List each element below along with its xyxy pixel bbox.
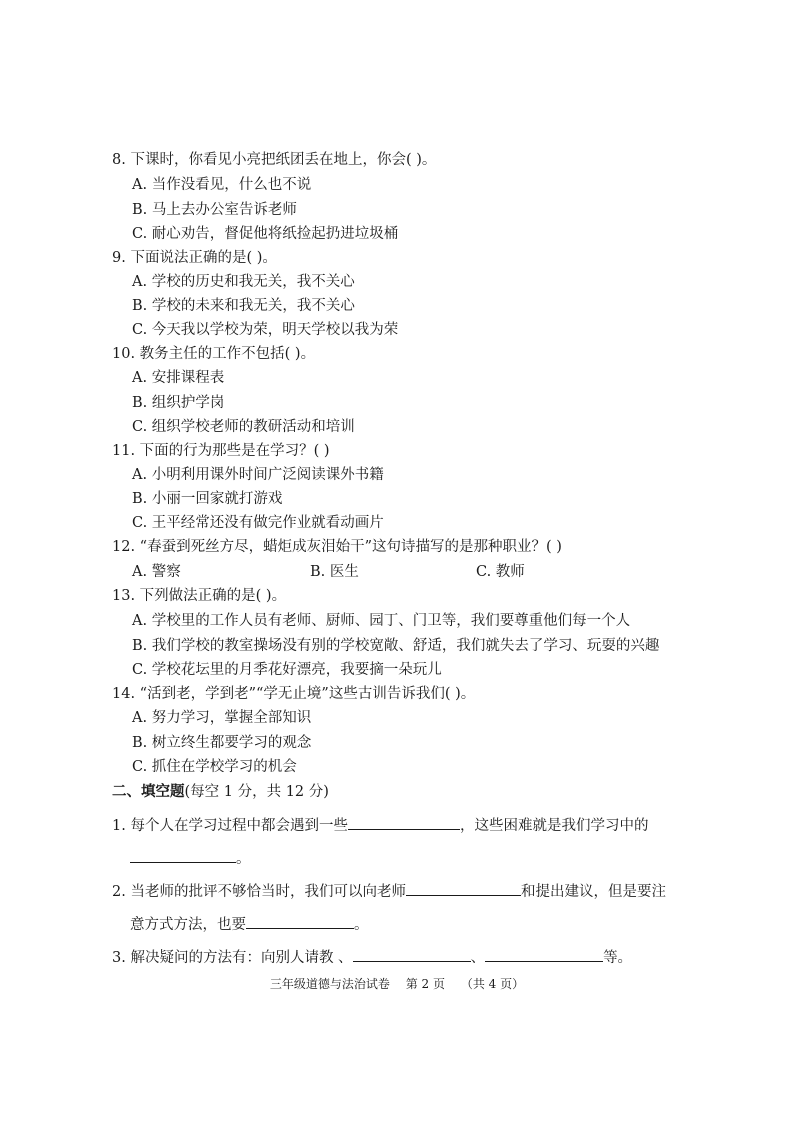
option-b: B. 小丽一回家就打游戏	[132, 491, 283, 507]
option-c: C. 今天我以学校为荣，明天学校以我为荣	[132, 322, 399, 338]
question-stem: 10. 教务主任的工作不包括( )。	[112, 346, 316, 362]
option-b: B. 马上去办公室告诉老师	[132, 202, 297, 218]
fill-text: 2. 当老师的批评不够恰当时，我们可以向老师	[112, 884, 406, 900]
footer-total: （共 4 页）	[460, 977, 525, 991]
question-stem: 12. “春蚕到死丝方尽，蜡炬成灰泪始干”这句诗描写的是那种职业？( )	[112, 539, 562, 555]
fill-text: ，这些困难就是我们学习中的	[459, 818, 649, 834]
option-c: C. 组织学校老师的教研活动和培训	[132, 419, 355, 435]
option-a: A. 警察	[132, 564, 181, 580]
option-b: B. 学校的未来和我无关，我不关心	[132, 298, 355, 314]
section-heading	[112, 782, 329, 802]
section-title: 二、填空题	[112, 783, 185, 800]
page-footer	[0, 975, 794, 992]
option-b: B. 组织护学岗	[132, 395, 225, 411]
option-a: A. 安排课程表	[132, 370, 225, 386]
fill-question-2	[112, 881, 666, 902]
option-c: C. 教师	[476, 564, 525, 580]
answer-blank[interactable]	[353, 947, 471, 962]
answer-blank[interactable]	[406, 881, 521, 896]
section-note: (每空 1 分，共 12 分)	[184, 784, 329, 800]
fill-text: 1. 每个人在学习过程中都会遇到一些	[112, 818, 348, 834]
answer-blank[interactable]	[246, 914, 354, 929]
answer-blank[interactable]	[130, 848, 236, 863]
fill-question-3	[112, 947, 632, 968]
fill-text: 。	[236, 851, 251, 867]
option-c: C. 抓住在学校学习的机会	[132, 759, 297, 775]
fill-question-2-cont	[130, 914, 369, 935]
option-a: A. 学校里的工作人员有老师、厨师、园丁、门卫等，我们要尊重他们每一个人	[132, 613, 631, 629]
question-stem: 13. 下列做法正确的是( )。	[112, 588, 287, 604]
fill-text: 等。	[603, 950, 633, 966]
option-b: B. 医生	[310, 564, 359, 580]
option-a: A. 小明利用课外时间广泛阅读课外书籍	[132, 467, 384, 483]
fill-text: 、	[470, 950, 486, 966]
option-a: A. 努力学习，掌握全部知识	[132, 710, 312, 726]
answer-blank[interactable]	[485, 947, 603, 962]
fill-text: 和提出建议，但是要注	[520, 884, 666, 900]
answer-blank[interactable]	[348, 815, 460, 830]
question-stem: 9. 下面说法正确的是( )。	[112, 250, 277, 266]
fill-text: 3. 解决疑问的方法有：向别人请教 、	[112, 950, 353, 966]
fill-question-1	[112, 815, 648, 836]
question-stem: 14. “活到老，学到老”“学无止境”这些古训告诉我们( )。	[112, 686, 476, 702]
fill-text: 。	[354, 917, 369, 933]
fill-text: 意方式方法，也要	[130, 917, 246, 933]
footer-page: 第 2 页	[405, 977, 445, 991]
footer-title: 三年级道德与法治试卷	[269, 977, 390, 991]
option-c: C. 学校花坛里的月季花好漂亮，我要摘一朵玩儿	[132, 662, 442, 678]
question-stem: 8. 下课时，你看见小亮把纸团丢在地上，你会( )。	[112, 152, 437, 168]
option-c: C. 耐心劝告，督促他将纸捡起扔进垃圾桶	[132, 226, 399, 242]
option-c: C. 王平经常还没有做完作业就看动画片	[132, 515, 384, 531]
option-b: B. 树立终生都要学习的观念	[132, 735, 312, 751]
option-a: A. 学校的历史和我无关，我不关心	[132, 274, 355, 290]
option-a: A. 当作没看见，什么也不说	[132, 177, 312, 193]
option-b: B. 我们学校的教室操场没有别的学校宽敞、舒适，我们就失去了学习、玩耍的兴趣	[132, 638, 660, 654]
question-stem: 11. 下面的行为那些是在学习？( )	[112, 443, 330, 459]
fill-question-1-cont	[130, 848, 251, 869]
